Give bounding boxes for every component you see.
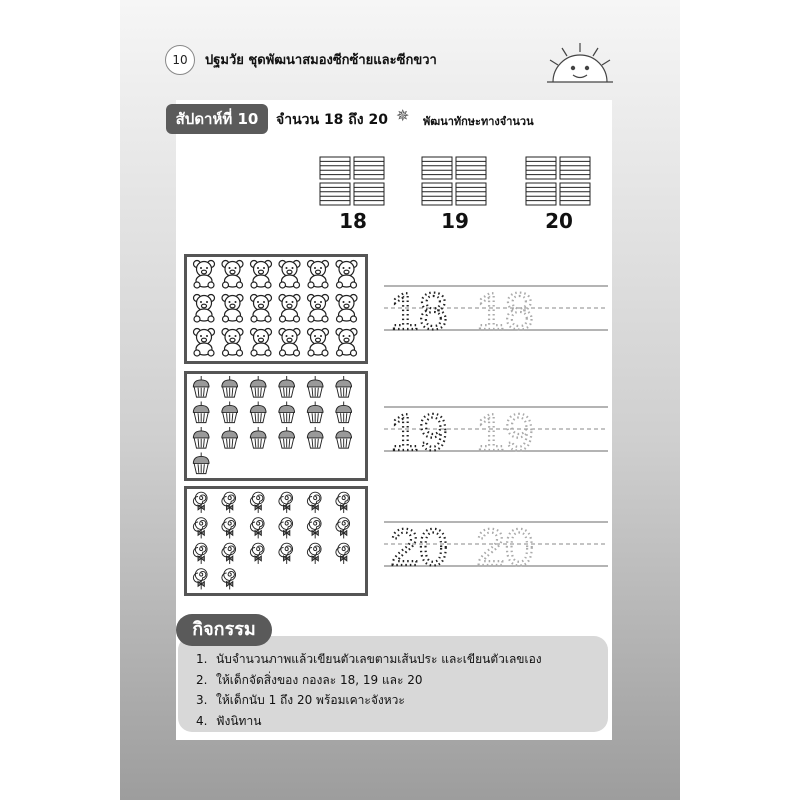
tracing-row	[384, 519, 608, 571]
lollipop-icon	[250, 518, 264, 539]
cupcake-icon	[336, 376, 352, 397]
topic-title: จำนวน 18 ถึง 20	[276, 112, 388, 128]
trace-number-dark: 18	[390, 283, 448, 335]
lollipop-icon	[307, 492, 321, 513]
lollipop-icon	[193, 518, 207, 539]
cupcake-icon	[250, 427, 266, 448]
lollipop-icon	[222, 492, 236, 513]
teddy-bear-icon	[222, 261, 243, 289]
activity-heading: กิจกรรม	[176, 614, 272, 646]
trace-number-dark: 19	[390, 404, 448, 456]
cupcake-icon	[222, 402, 238, 423]
trace-number-dark: 20	[390, 519, 448, 571]
number-label: 19	[441, 209, 469, 233]
number-label: 20	[545, 209, 573, 233]
lollipop-icon	[250, 492, 264, 513]
lollipop-icon	[307, 518, 321, 539]
cupcake-icon	[336, 402, 352, 423]
teddy-bear-icon	[222, 295, 243, 323]
cupcake-icon	[250, 402, 266, 423]
tens-block-icon	[318, 155, 388, 210]
tens-block-group	[318, 155, 388, 210]
activity-item: 3. ให้เด็กนับ 1 ถึง 20 พร้อมเคาะจังหวะ	[196, 693, 405, 707]
star-icon: ✵	[396, 106, 410, 125]
teddy-bear-icon	[308, 295, 329, 323]
cupcake-icon	[279, 427, 295, 448]
header-title: ปฐมวัย ชุดพัฒนาสมองซีกซ้ายและซีกขวา	[205, 53, 437, 68]
trace-number-light: 18	[476, 283, 534, 335]
cupcake-icon	[222, 427, 238, 448]
cupcake-icon	[307, 376, 323, 397]
activity-item: 2. ให้เด็กจัดสิ่งของ กองละ 18, 19 และ 20	[196, 672, 423, 687]
sun-icon	[545, 40, 615, 90]
teddy-bear-icon	[336, 261, 357, 289]
teddy-bear-icon	[279, 329, 300, 357]
lollipop-icon	[336, 492, 350, 513]
lollipop-icon	[222, 543, 236, 564]
teddy-bear-icon	[194, 329, 215, 357]
lollipop-icon	[279, 492, 293, 513]
teddy-bear-icon	[336, 295, 357, 323]
teddy-bear-icon	[336, 329, 357, 357]
teddy-bear-icon	[194, 295, 215, 323]
cupcake-icon	[193, 453, 209, 474]
cupcake-icon	[193, 376, 209, 397]
cupcake-icon	[193, 427, 209, 448]
activity-item: 4. ฟังนิทาน	[196, 713, 262, 728]
page-number: 10	[165, 45, 195, 75]
lollipop-icon	[307, 543, 321, 564]
cupcake-icon	[279, 402, 295, 423]
counting-box-bears	[184, 254, 368, 364]
activity-list	[196, 649, 542, 731]
trace-number-light: 19	[476, 404, 534, 456]
teddy-bear-icon	[308, 329, 329, 357]
teddy-bear-icon	[279, 261, 300, 289]
counting-items	[187, 257, 365, 361]
lollipop-icon	[222, 569, 236, 590]
cupcake-icon	[307, 402, 323, 423]
teddy-bear-icon	[251, 261, 272, 289]
teddy-bear-icon	[308, 261, 329, 289]
trace-number-light: 20	[476, 519, 534, 571]
cupcake-icon	[336, 427, 352, 448]
tens-block-group	[524, 155, 594, 210]
counting-box-cupcakes	[184, 371, 368, 481]
tens-block-icon	[524, 155, 594, 210]
counting-items	[187, 489, 365, 593]
tracing-row	[384, 283, 608, 335]
teddy-bear-icon	[251, 295, 272, 323]
tracing-row	[384, 404, 608, 456]
teddy-bear-icon	[194, 261, 215, 289]
lollipop-icon	[336, 543, 350, 564]
skill-label: พัฒนาทักษะทางจำนวน	[423, 115, 534, 128]
tens-block-group	[420, 155, 490, 210]
counting-items	[187, 374, 365, 478]
teddy-bear-icon	[222, 329, 243, 357]
lollipop-icon	[279, 518, 293, 539]
lollipop-icon	[222, 518, 236, 539]
cupcake-icon	[279, 376, 295, 397]
cupcake-icon	[222, 376, 238, 397]
cupcake-icon	[307, 427, 323, 448]
lollipop-icon	[193, 492, 207, 513]
activity-item: 1. นับจำนวนภาพแล้วเขียนตัวเลขตามเส้นประ และเขียนตัวเลขเอง	[196, 652, 542, 666]
lollipop-icon	[193, 569, 207, 590]
counting-box-lollipops	[184, 486, 368, 596]
lollipop-icon	[279, 543, 293, 564]
cupcake-icon	[193, 402, 209, 423]
lollipop-icon	[193, 543, 207, 564]
lollipop-icon	[250, 543, 264, 564]
teddy-bear-icon	[279, 295, 300, 323]
week-badge: สัปดาห์ที่ 10	[166, 104, 268, 134]
lollipop-icon	[336, 518, 350, 539]
cupcake-icon	[250, 376, 266, 397]
teddy-bear-icon	[251, 329, 272, 357]
tens-block-icon	[420, 155, 490, 210]
number-label: 18	[339, 209, 367, 233]
